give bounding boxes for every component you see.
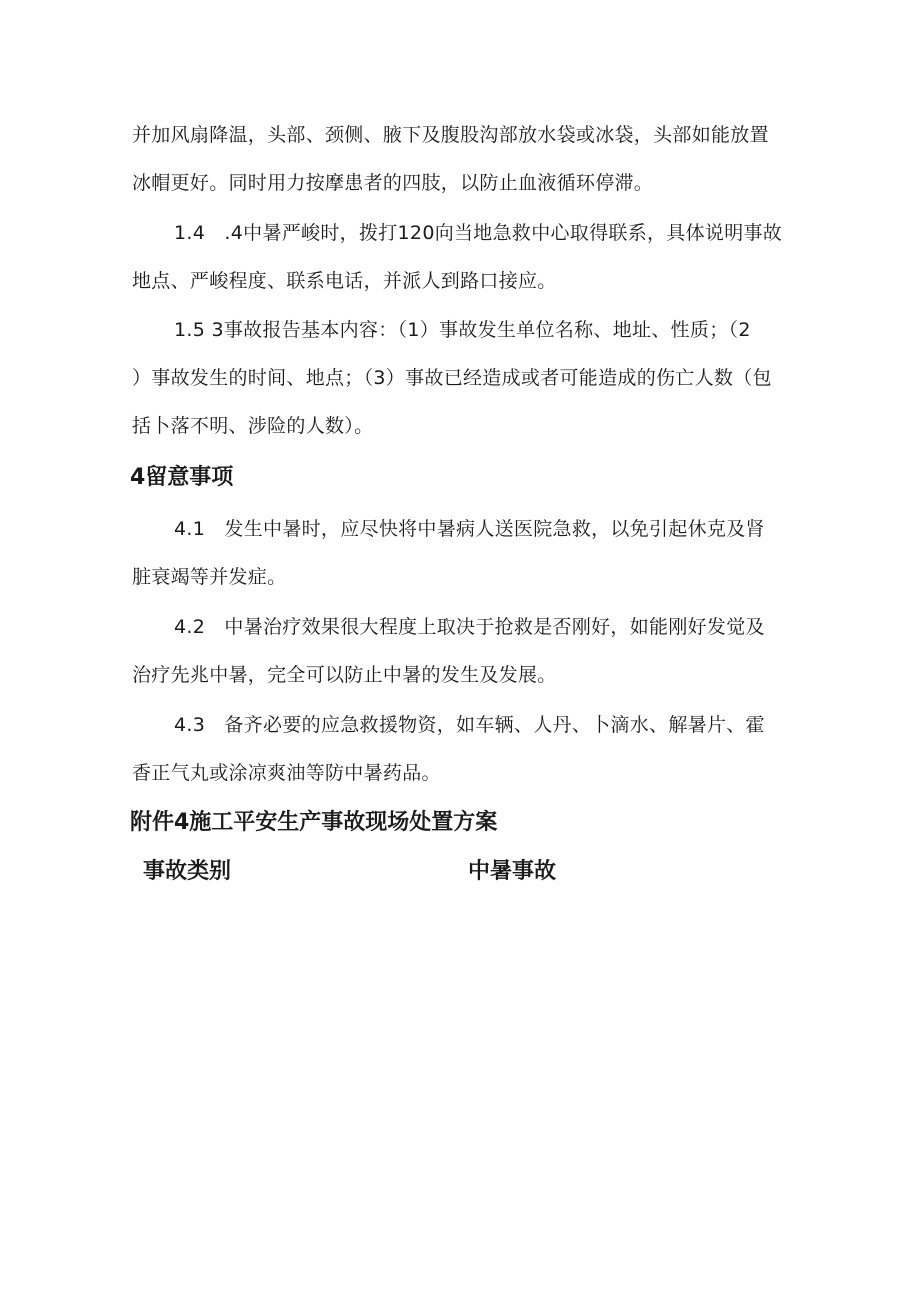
paragraph-line: 香正气丸或涂凉爽油等防中暑药品。 [132, 762, 441, 784]
paragraph-4-2 [132, 603, 792, 699]
paragraph-continuation [132, 111, 792, 207]
paragraph-4-3 [132, 701, 792, 797]
paragraph-line: 并加风扇降温，头部、颈侧、腋下及腹股沟部放水袋或冰袋，头部如能放置 [132, 124, 769, 146]
paragraph-line: 治疗先兆中暑，完全可以防止中暑的发生及发展。 [132, 664, 557, 686]
paragraph-1-4 [132, 209, 792, 305]
table-value-accident-type: 中暑事故 [468, 859, 557, 884]
paragraph-line: 4.2 中暑治疗效果很大程度上取决于抢救是否刚好，如能刚好发觉及 [174, 616, 765, 638]
paragraph-line: 括卜落不明、涉险的人数）。 [132, 415, 374, 437]
paragraph-1-5 [132, 306, 792, 450]
paragraph-line: 1.5 3事故报告基本内容：（1）事故发生单位名称、地址、性质；（2 [174, 319, 751, 341]
appendix-heading: 附件4施工平安生产事故现场处置方案 [130, 810, 498, 835]
paragraph-line: 地点、严峻程度、联系电话，并派人到路口接应。 [132, 270, 557, 292]
paragraph-line: 4.3 备齐必要的应急救援物资，如车辆、人丹、卜滴水、解暑片、霍 [174, 714, 765, 736]
paragraph-line: 冰帽更好。同时用力按摩患者的四肢，以防止血液循环停滞。 [132, 172, 654, 194]
paragraph-4-1 [132, 505, 792, 601]
paragraph-line: ）事故发生的时间、地点；（3）事故已经造成或者可能造成的伤亡人数（包 [132, 367, 772, 389]
section-heading-4: 4留意事项 [130, 465, 234, 490]
paragraph-line: 脏衰竭等并发症。 [132, 566, 287, 588]
paragraph-line: 1.4 .4中暑严峻时，拨打120向当地急救中心取得联系，具体说明事故 [174, 222, 783, 244]
paragraph-line: 4.1 发生中暑时，应尽快将中暑病人送医院急救，以免引起休克及肾 [174, 518, 765, 540]
table-label-accident-type: 事故类别 [143, 859, 232, 884]
